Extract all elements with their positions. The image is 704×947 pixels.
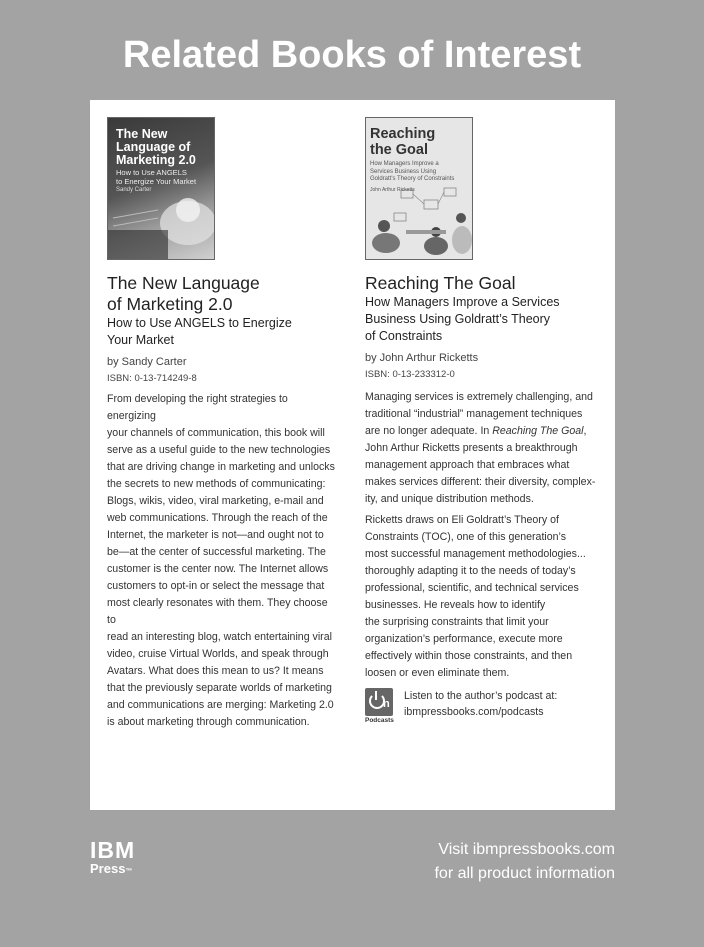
description-line: professional, scientific, and technical services <box>365 582 579 594</box>
description-line: Ricketts draws on Eli Goldratt’s Theory of <box>365 514 559 526</box>
podcast-link[interactable]: ibmpressbooks.com/podcasts <box>404 706 544 718</box>
page-title: Related Books of Interest <box>122 34 582 76</box>
logo-press <box>90 862 135 879</box>
cover-title-line: the Goal <box>370 142 429 158</box>
description-line: web communications. Through the reach of the <box>107 512 328 524</box>
footer-line[interactable]: Visit ibmpressbooks.com <box>438 841 615 858</box>
cover-title-line: Language of <box>116 140 191 154</box>
book-isbn: ISBN: 0-13-233312-0 <box>365 369 455 380</box>
description-line: Managing services is extremely challenging, and <box>365 391 593 403</box>
book-subtitle-line: How Managers Improve a Services <box>365 295 560 309</box>
description-line: video, cruise Virtual Worlds, and speak through <box>107 648 329 660</box>
podcast-line: Listen to the author’s podcast at: <box>404 690 558 702</box>
book-subtitle-line: Business Using Goldratt’s Theory <box>365 312 551 326</box>
book-subtitle <box>365 294 597 345</box>
book-subtitle-line: of Constraints <box>365 329 443 343</box>
description-line: serve as a useful guide to the new technologies <box>107 444 331 456</box>
footer-line: for all product information <box>434 865 615 882</box>
podcast-badge-label: Podcasts <box>365 717 394 724</box>
description-line: ity, and unique distribution methods. <box>365 493 534 505</box>
description-text: are no longer adequate. In <box>365 425 493 437</box>
podcast-text <box>404 688 557 720</box>
cover-author: John Arthur Ricketts <box>370 186 415 193</box>
description-line: Avatars. What does this mean to us? It means <box>107 665 324 677</box>
book-description <box>365 512 597 682</box>
description-line: organization’s performance, execute more <box>365 633 563 645</box>
book-title-line: of Marketing 2.0 <box>107 294 233 314</box>
description-line: most clearly resonates with them. They choose to <box>107 597 328 626</box>
book-title-line: The New Language <box>107 273 260 293</box>
description-line: management approach that embraces what <box>365 459 570 471</box>
description-line: loosen or even eliminate them. <box>365 667 510 679</box>
podcast-badge-letter: n <box>383 698 390 710</box>
description-line: the secrets to new methods of communicating: <box>107 478 326 490</box>
book-author: by John Arthur Ricketts <box>365 352 479 364</box>
book-title-reference: Reaching The Goal <box>492 425 584 437</box>
description-line <box>365 423 597 440</box>
description-line: the surprising constraints that limit your <box>365 616 549 628</box>
book-cover-marketing[interactable] <box>107 117 215 260</box>
description-line: From developing the right strategies to energizing <box>107 393 288 422</box>
description-line: Constraints (TOC), one of this generation’s <box>365 531 566 543</box>
podcast-section <box>365 688 597 728</box>
book-title-line: Reaching The Goal <box>365 273 516 293</box>
logo-ibm: IBM <box>90 837 136 863</box>
cover-title-line: The New <box>116 127 168 141</box>
ibm-press-logo[interactable] <box>90 838 135 879</box>
description-line: that the previously separate worlds of marketing <box>107 682 332 694</box>
description-line: your channels of communication, this book will <box>107 427 325 439</box>
footer-text <box>434 838 615 886</box>
description-text: , <box>583 425 587 437</box>
content-panel <box>90 100 615 810</box>
book-title <box>107 273 339 315</box>
description-line: effectively within those constraints, and then <box>365 650 573 662</box>
book-author: by Sandy Carter <box>107 356 187 368</box>
book-subtitle <box>107 315 339 349</box>
description-line: John Arthur Ricketts presents a breakthrough <box>365 442 578 454</box>
description-line: Blogs, wikis, video, viral marketing, e-mail and <box>107 495 324 507</box>
description-line: customers to opt-in or select the message that <box>107 580 325 592</box>
book-subtitle-line: Your Market <box>107 333 174 347</box>
podcast-badge-square <box>365 688 393 716</box>
book-description <box>107 391 339 731</box>
podcast-icon[interactable] <box>365 688 395 726</box>
book-column-marketing <box>107 117 339 731</box>
power-icon-stem <box>375 691 377 700</box>
book-cover-goal[interactable] <box>365 117 473 260</box>
book-isbn: ISBN: 0-13-714249-8 <box>107 373 197 384</box>
description-line: be—at the center of successful marketing. The <box>107 546 326 558</box>
description-line: is about marketing through communication. <box>107 716 310 728</box>
cover-subtitle-line: Services Business Using <box>370 168 437 175</box>
cover-author: Sandy Carter <box>116 187 152 193</box>
cover-subtitle-line: How to Use ANGELS <box>116 168 187 177</box>
description-line: Internet, the marketer is not—and ought not to <box>107 529 324 541</box>
cover-subtitle-line: to Energize Your Market <box>116 177 197 186</box>
book-title <box>365 273 597 294</box>
book-description <box>365 389 597 508</box>
logo-trademark: ™ <box>125 868 133 875</box>
description-line: makes services different: their diversity, complex- <box>365 476 596 488</box>
description-line: and communications are merging: Marketing 2.0 <box>107 699 334 711</box>
logo-press-text: Press <box>90 861 126 876</box>
description-line: customer is the center now. The Internet allows <box>107 563 329 575</box>
description-line: that are driving change in marketing and unlocks <box>107 461 335 473</box>
description-line: traditional “industrial” management techniques <box>365 408 583 420</box>
book-column-goal <box>365 117 597 728</box>
cover-title-line: Marketing 2.0 <box>116 153 196 167</box>
cover-subtitle-line: How Managers Improve a <box>370 161 439 167</box>
book-subtitle-line: How to Use ANGELS to Energize <box>107 316 292 330</box>
description-line: most successful management methodologies... <box>365 548 586 560</box>
cover-subtitle-line: Goldratt's Theory of Constraints <box>370 176 455 182</box>
description-line: businesses. He reveals how to identify <box>365 599 546 611</box>
description-line: read an interesting blog, watch entertaining viral <box>107 631 332 643</box>
description-line: thoroughly adapting it to the needs of today’s <box>365 565 576 577</box>
cover-title-line: Reaching <box>370 126 436 142</box>
